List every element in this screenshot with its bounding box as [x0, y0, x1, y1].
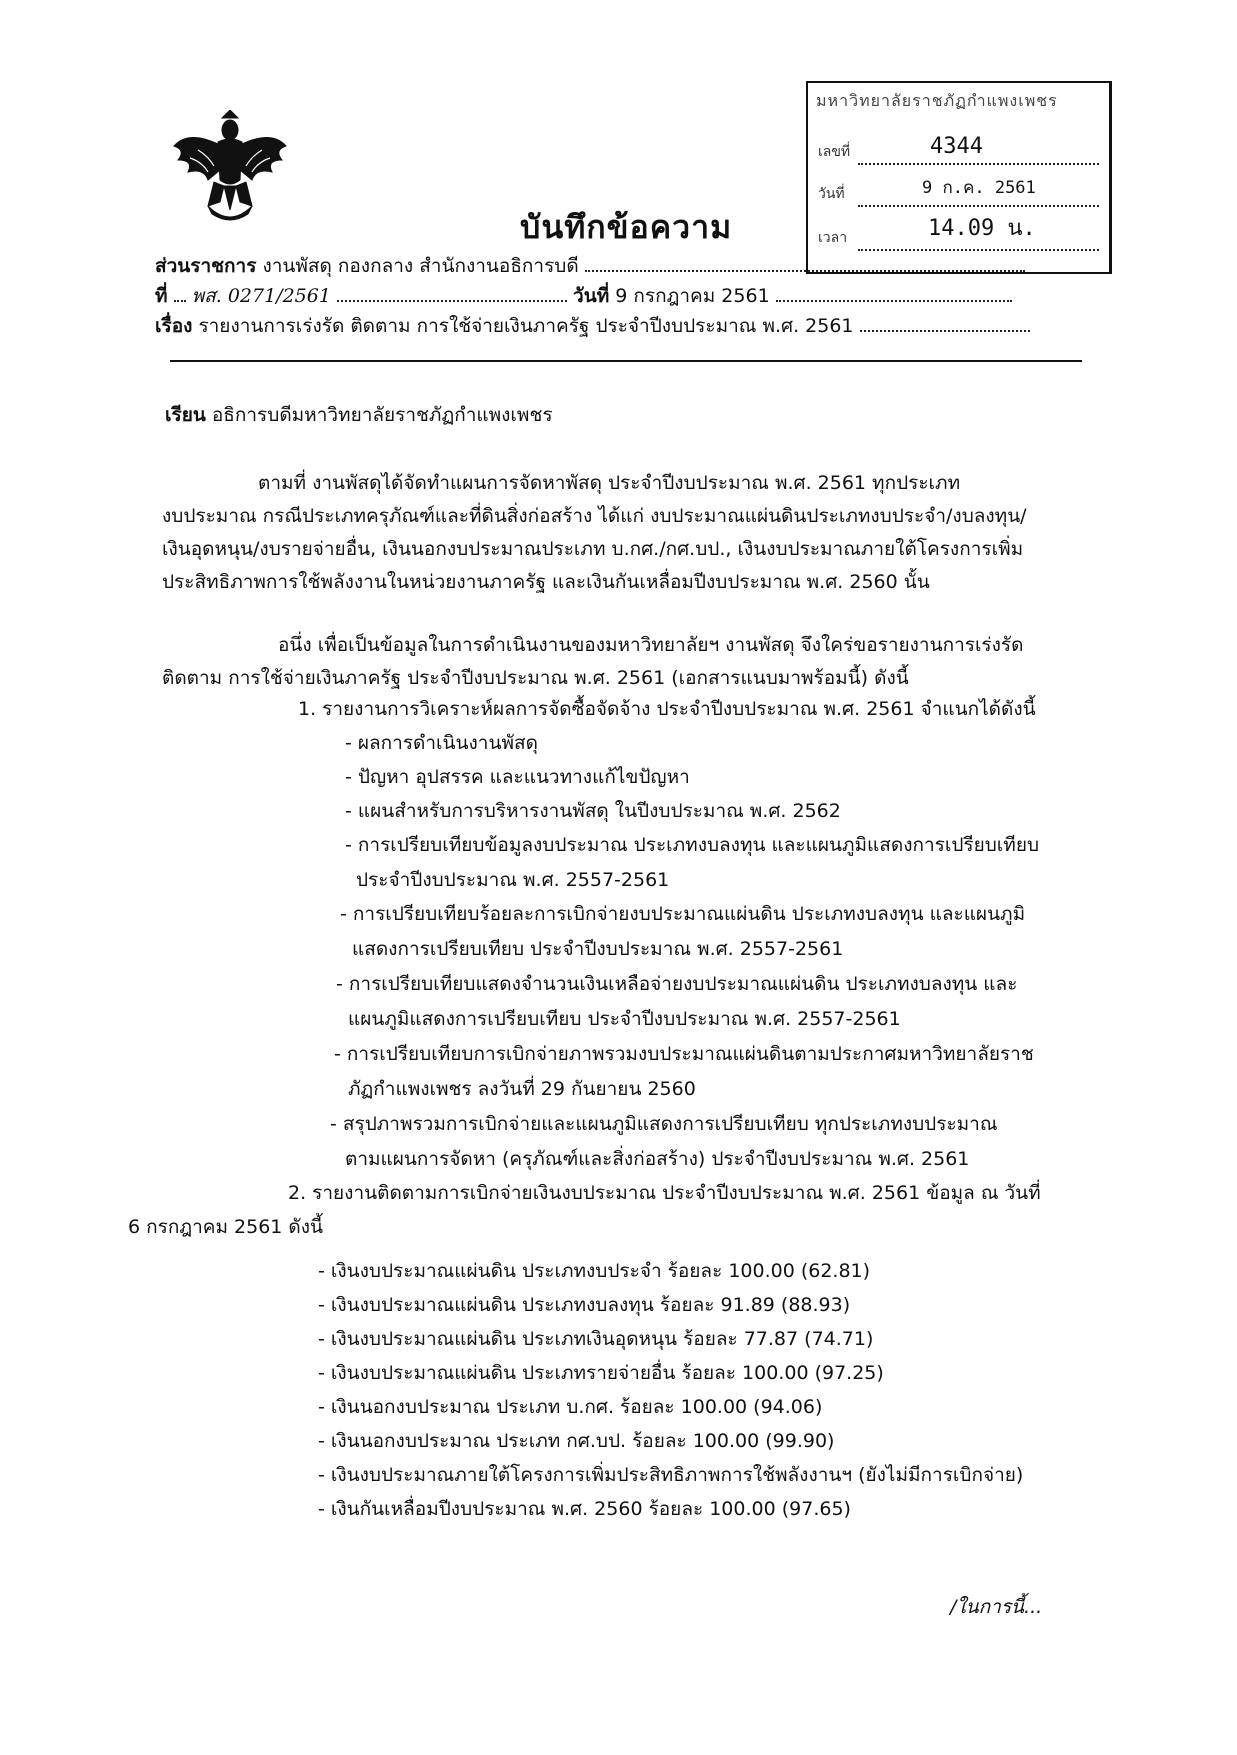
- stamp-date-label: วันที่: [818, 186, 845, 202]
- stamp-title: มหาวิทยาลัยราชภัฏกำแพงเพชร: [816, 91, 1058, 110]
- addressee-line: [165, 402, 553, 428]
- reference-label: ที่: [155, 285, 168, 307]
- reference-line: [155, 282, 1012, 309]
- agency-line: [155, 252, 1025, 279]
- paragraph1-line: เงินอุดหนุน/งบรายจ่ายอื่น, เงินนอกงบประมาณประเภท บ.กศ./กศ.บป., เงินงบประมาณภายใต้โครงการเพิ่ม: [162, 538, 1024, 560]
- paragraph1-line: งบประมาณ กรณีประเภทครุภัณฑ์และที่ดินสิ่งก่อสร้าง ได้แก่ งบประมาณแผ่นดินประเภทงบประจำ/งบลงทุน/: [162, 505, 1027, 527]
- memo-title: บันทึกข้อความ: [520, 208, 733, 246]
- stamp-date-row: [818, 167, 1099, 211]
- date-label: วันที่: [573, 285, 610, 307]
- section1-item: - สรุปภาพรวมการเบิกจ่ายและแผนภูมิแสดงการเปรียบเทียบ ทุกประเภทงบประมาณ: [330, 1113, 998, 1135]
- subject-line: [155, 312, 1030, 339]
- section1-item: - การเปรียบเทียบร้อยละการเบิกจ่ายงบประมาณแผ่นดิน ประเภทงบลงทุน และแผนภูมิ: [340, 903, 1026, 925]
- section2-item: - เงินงบประมาณแผ่นดิน ประเภทรายจ่ายอื่น ร้อยละ 100.00 (97.25): [318, 1362, 884, 1384]
- paragraph2-line: อนึ่ง เพื่อเป็นข้อมูลในการดำเนินงานของมหาวิทยาลัยฯ งานพัสดุ จึงใคร่ขอรายงานการเร่งรัด: [278, 634, 1024, 656]
- section2-item: - เงินงบประมาณแผ่นดิน ประเภทงบลงทุน ร้อยละ 91.89 (88.93): [318, 1294, 851, 1316]
- date-value: 9 กรกฎาคม 2561: [615, 285, 770, 307]
- stamp-number-row: [818, 125, 1099, 169]
- paragraph2-line: ติดตาม การใช้จ่ายเงินภาครัฐ ประจำปีงบประมาณ พ.ศ. 2561 (เอกสารแนบมาพร้อมนี้) ดังนี้: [162, 667, 909, 689]
- section1-item: - การเปรียบเทียบข้อมูลงบประมาณ ประเภทงบลงทุน และแผนภูมิแสดงการเปรียบเทียบ: [345, 834, 1040, 856]
- paragraph1-line: ประสิทธิภาพการใช้พลังงานในหน่วยงานภาครัฐ และเงินกันเหลื่อมปีงบประมาณ พ.ศ. 2560 นั้น: [162, 571, 930, 593]
- section2-heading: 2. รายงานติดตามการเบิกจ่ายเงินงบประมาณ ประจำปีงบประมาณ พ.ศ. 2561 ข้อมูล ณ วันที่: [288, 1182, 1041, 1204]
- section2-item: - เงินงบประมาณแผ่นดิน ประเภทเงินอุดหนุน ร้อยละ 77.87 (74.71): [318, 1328, 874, 1350]
- section1-item: - การเปรียบเทียบการเบิกจ่ายภาพรวมงบประมาณแผ่นดินตามประกาศมหาวิทยาลัยราช: [334, 1043, 1034, 1065]
- section1-item-cont: ภัฏกำแพงเพชร ลงวันที่ 29 กันยายน 2560: [348, 1078, 696, 1100]
- section1-item: - ปัญหา อุปสรรค และแนวทางแก้ไขปัญหา: [345, 766, 690, 788]
- section1-item: - ผลการดำเนินงานพัสดุ: [345, 732, 538, 754]
- agency-label: ส่วนราชการ: [155, 255, 257, 277]
- section2-item: - เงินงบประมาณแผ่นดิน ประเภทงบประจำ ร้อยละ 100.00 (62.81): [318, 1260, 871, 1282]
- stamp-time-label: เวลา: [818, 230, 848, 246]
- section1-item-cont: ตามแผนการจัดหา (ครุภัณฑ์และสิ่งก่อสร้าง) ประจำปีงบประมาณ พ.ศ. 2561: [345, 1148, 970, 1170]
- agency-value: งานพัสดุ กองกลาง สำนักงานอธิการบดี: [262, 255, 579, 277]
- reference-value: พส. 0271/2561: [191, 285, 331, 307]
- receiving-stamp: [806, 81, 1112, 274]
- subject-label: เรื่อง: [155, 315, 193, 337]
- section2-item: - เงินงบประมาณภายใต้โครงการเพิ่มประสิทธิภาพการใช้พลังงานฯ (ยังไม่มีการเบิกจ่าย): [318, 1464, 1024, 1486]
- section1-item-cont: แผนภูมิแสดงการเปรียบเทียบ ประจำปีงบประมาณ พ.ศ. 2557-2561: [348, 1008, 901, 1030]
- section2-item: - เงินนอกงบประมาณ ประเภท บ.กศ. ร้อยละ 100.00 (94.06): [318, 1396, 823, 1418]
- section1-item: - การเปรียบเทียบแสดงจำนวนเงินเหลือจ่ายงบประมาณแผ่นดิน ประเภทงบลงทุน และ: [336, 973, 1018, 995]
- header-divider: [170, 360, 1082, 362]
- stamp-time-row: [818, 211, 1099, 255]
- addressee-value: อธิการบดีมหาวิทยาลัยราชภัฏกำแพงเพชร: [211, 404, 553, 426]
- section2-heading-cont: 6 กรกฎาคม 2561 ดังนี้: [128, 1216, 324, 1238]
- section1-item-cont: แสดงการเปรียบเทียบ ประจำปีงบประมาณ พ.ศ. 2557-2561: [352, 938, 844, 960]
- section1-item: - แผนสำหรับการบริหารงานพัสดุ ในปีงบประมาณ พ.ศ. 2562: [345, 800, 841, 822]
- stamp-date-value: 9 ก.ค. 2561: [922, 178, 1036, 198]
- section2-item: - เงินนอกงบประมาณ ประเภท กศ.บป. ร้อยละ 100.00 (99.90): [318, 1430, 835, 1452]
- stamp-number-value: 4344: [930, 134, 983, 159]
- paragraph1-line: ตามที่ งานพัสดุได้จัดทำแผนการจัดหาพัสดุ ประจำปีงบประมาณ พ.ศ. 2561 ทุกประเภท: [258, 472, 961, 494]
- section1-item-cont: ประจำปีงบประมาณ พ.ศ. 2557-2561: [356, 869, 670, 891]
- section2-item: - เงินกันเหลื่อมปีงบประมาณ พ.ศ. 2560 ร้อยละ 100.00 (97.65): [318, 1498, 851, 1520]
- garuda-emblem-icon: [168, 110, 292, 228]
- section1-heading: 1. รายงานการวิเคราะห์ผลการจัดซื้อจัดจ้าง ประจำปีงบประมาณ พ.ศ. 2561 จำแนกได้ดังนี้: [298, 698, 1036, 720]
- subject-value: รายงานการเร่งรัด ติดตาม การใช้จ่ายเงินภาครัฐ ประจำปีงบประมาณ พ.ศ. 2561: [198, 315, 854, 337]
- addressee-label: เรียน: [165, 404, 206, 426]
- stamp-time-value: 14.09 น.: [928, 216, 1036, 241]
- stamp-number-label: เลขที่: [818, 144, 851, 160]
- continuation-mark: /ในการนี้...: [950, 1596, 1043, 1618]
